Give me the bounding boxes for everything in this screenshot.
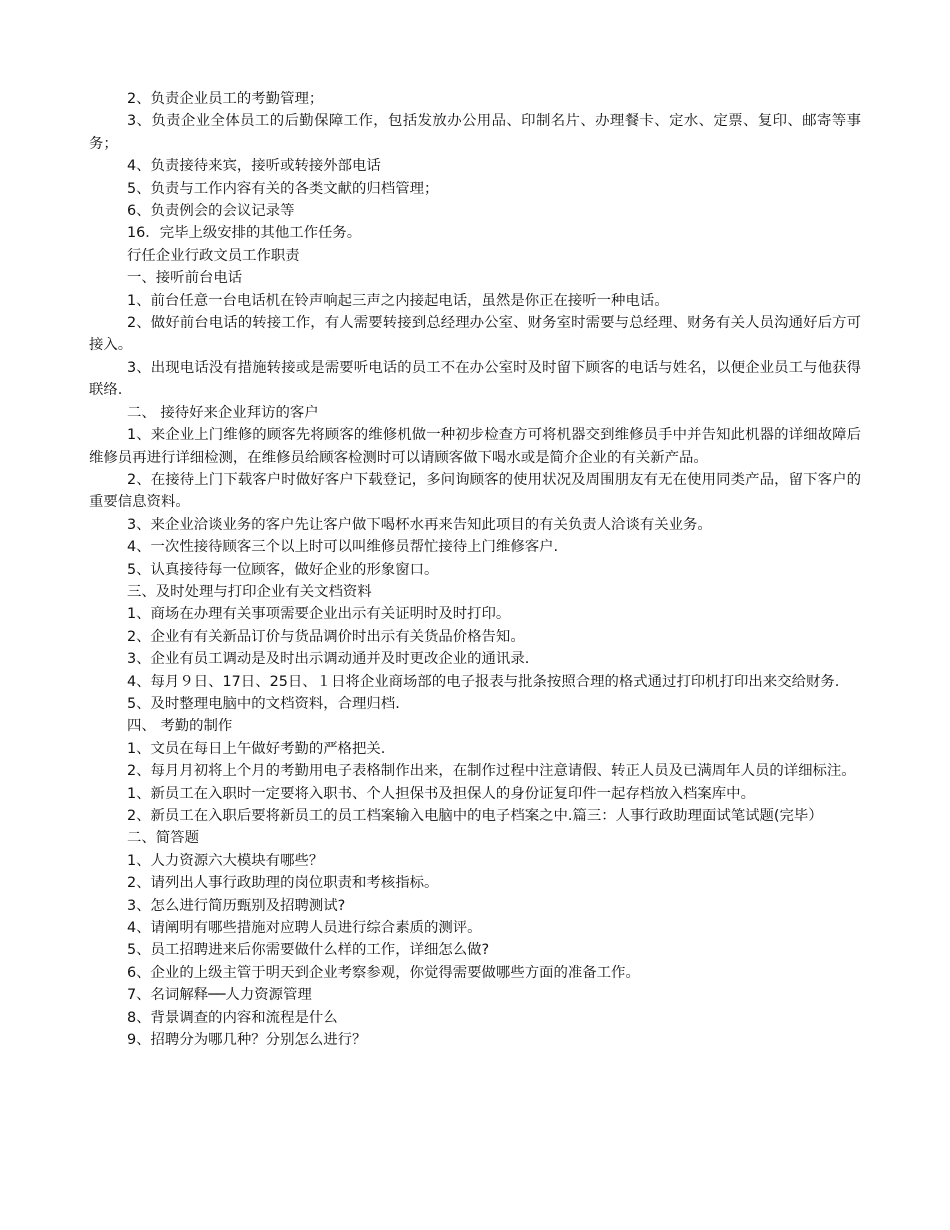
paragraph: 5、认真接待每一位顾客，做好企业的形象窗口。 <box>127 561 439 578</box>
question-item: 7、名词解释──人力资源管理 <box>127 987 312 1004</box>
paragraph: 1、文员在每日上午做好考勤的严格把关. <box>127 740 386 757</box>
question-item: 4、请阐明有哪些措施对应聘人员进行综合素质的测评。 <box>127 920 482 937</box>
section-title: 行任企业行政文员工作职责 <box>127 247 300 264</box>
section-heading: 三、及时处理与打印企业有关文档资料 <box>127 583 372 600</box>
section-heading: 二、简答题 <box>127 830 199 847</box>
paragraph: 1、来企业上门维修的顾客先将顾客的维修机做一种初步检查方可将机器交到维修员手中并告知此机器的详细故障后维修员再进行详细检测，在维修员给顾客检测时可以请顾客做下喝水或是简介企业的有关新产品。 <box>89 427 861 466</box>
paragraph: 6、负责例会的会议记录等 <box>127 203 295 220</box>
question-item: 2、请列出人事行政助理的岗位职责和考核指标。 <box>127 875 439 892</box>
paragraph: 5、负责与工作内容有关的各类文献的归档管理； <box>127 180 439 197</box>
question-item: 8、背景调查的内容和流程是什么 <box>127 1009 338 1026</box>
paragraph: 4、每月９日、17日、25日、１日将企业商场部的电子报表与批条按照合理的格式通过打印机打印出来交给财务. <box>127 673 840 690</box>
paragraph: 3、负责企业全体员工的后勤保障工作，包括发放办公用品、印制名片、办理餐卡、定水、定票、复印、邮寄等事务； <box>89 113 861 152</box>
paragraph: 2、做好前台电话的转接工作，有人需要转接到总经理办公室、财务室时需要与总经理、财务有关人员沟通好后方可接入。 <box>89 315 861 354</box>
document-body <box>89 88 861 1051</box>
question-item: 9、招聘分为哪几种？分别怎么进行？ <box>127 1032 367 1049</box>
paragraph: 1、商场在办理有关事项需要企业出示有关证明时及时打印。 <box>127 606 511 623</box>
paragraph: 2、每月月初将上个月的考勤用电子表格制作出来，在制作过程中注意请假、转正人员及已满周年人员的详细标注。 <box>127 763 856 780</box>
question-item: 1、人力资源六大模块有哪些？ <box>127 852 324 869</box>
question-item: 3、怎么进行简历甄别及招聘测试? <box>127 897 346 914</box>
paragraph: 2、企业有有关新品订价与货品调价时出示有关货品价格告知。 <box>127 628 525 645</box>
section-heading: 四、 考勤的制作 <box>127 718 233 735</box>
paragraph: 5、及时整理电脑中的文档资料，合理归档. <box>127 695 400 712</box>
paragraph: 4、一次性接待顾客三个以上时可以叫维修员帮忙接待上门维修客户. <box>127 539 559 556</box>
paragraph: 2、负责企业员工的考勤管理； <box>127 91 324 107</box>
paragraph: 3、企业有员工调动是及时出示调动通并及时更改企业的通讯录. <box>127 651 530 668</box>
question-item: 5、员工招聘进来后你需要做什么样的工作，详细怎么做? <box>127 942 490 959</box>
paragraph: 4、负责接待来宾，接听或转接外部电话 <box>127 158 381 175</box>
paragraph: 3、来企业洽谈业务的客户先让客户做下喝杯水再来告知此项目的有关负责人洽谈有关业务。 <box>127 516 712 533</box>
paragraph: 3、出现电话没有措施转接或是需要听电话的员工不在办公室时及时留下顾客的电话与姓名，以便企业员工与他获得联络. <box>89 359 861 399</box>
question-item: 6、企业的上级主管于明天到企业考察参观，你觉得需要做哪些方面的准备工作。 <box>127 964 640 981</box>
section-heading: 一、接听前台电话 <box>127 270 243 287</box>
paragraph: 1、前台任意一台电话机在铃声响起三声之内接起电话，虽然是你正在接听一种电话。 <box>127 292 669 309</box>
section-heading: 二、 接待好来企业拜访的客户 <box>127 404 319 421</box>
paragraph: 16．完毕上级安排的其他工作任务。 <box>127 225 362 242</box>
paragraph: 2、新员工在入职后要将新员工的员工档案输入电脑中的电子档案之中.篇三：人事行政助理面试笔试题(完毕） <box>127 808 823 824</box>
paragraph: 2、在接待上门下载客户时做好客户下载登记，多问询顾客的使用状况及周围朋友有无在使用同类产品，留下客户的重要信息资料。 <box>89 471 861 511</box>
paragraph: 1、新员工在入职时一定要将入职书、个人担保书及担保人的身份证复印件一起存档放入档案库中。 <box>127 785 755 802</box>
